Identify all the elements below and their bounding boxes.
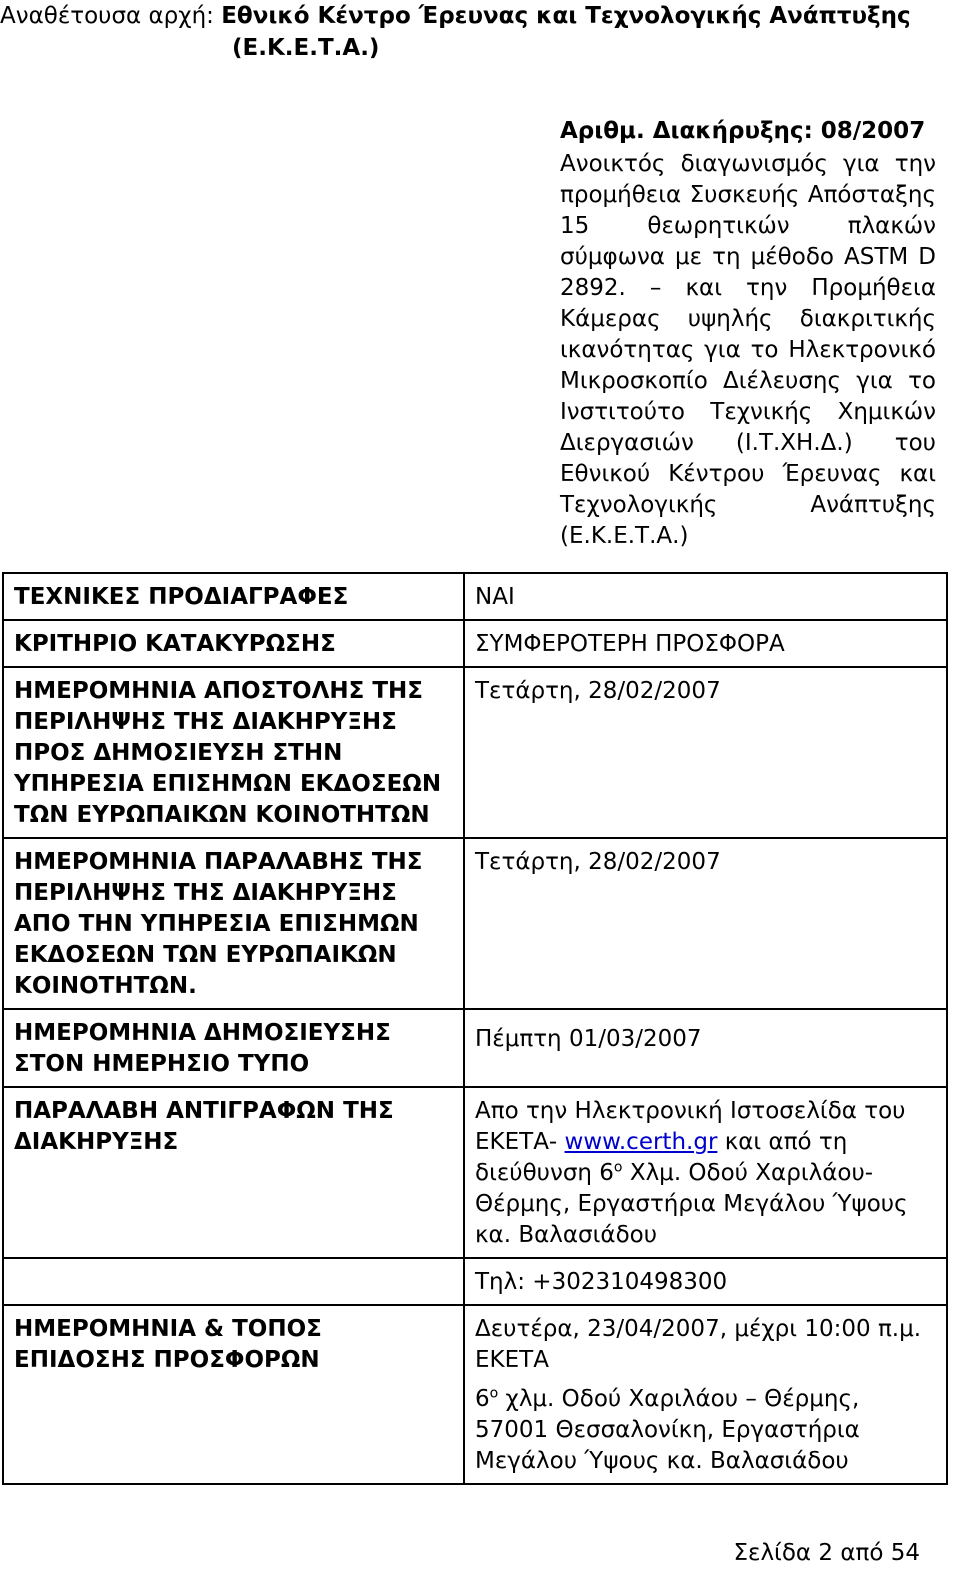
contracting-authority-abbr: (Ε.Κ.Ε.Τ.Α.): [232, 35, 380, 61]
table-row: [3, 1009, 947, 1087]
submission-org: ΕΚΕΤΑ: [475, 1347, 549, 1373]
press-date-value: Πέμπτη 01/03/2007: [464, 1009, 947, 1087]
table-row: [3, 1087, 947, 1258]
table-row: [3, 1305, 947, 1484]
page-number: Σελίδα 2 από 54: [733, 1540, 920, 1566]
tech-specs-value: ΝΑΙ: [464, 573, 947, 620]
tender-details-table: [2, 572, 948, 1485]
table-row: [3, 838, 947, 1009]
table-row: [3, 620, 947, 667]
submission-address: [475, 1384, 936, 1477]
copies-source: [475, 1096, 936, 1251]
award-criterion-value: ΣΥΜΦΕΡΟΤΕΡΗ ΠΡΟΣΦΟΡΑ: [464, 620, 947, 667]
contracting-authority-name: Εθνικό Κέντρο Έρευνας και Τεχνολογικής Ανάπτυξης: [221, 3, 911, 29]
table-row: [3, 573, 947, 620]
certh-website-link[interactable]: www.certh.gr: [564, 1129, 718, 1155]
ordinal-sup: ο: [489, 1385, 499, 1402]
phone-label-cell: [3, 1258, 464, 1305]
submission-value: [464, 1305, 947, 1484]
copies-label: ΠΑΡΑΛΑΒΗ ΑΝΤΙΓΡΑΦΩΝ ΤΗΣ ΔΙΑΚΗΡΥΞΗΣ: [3, 1087, 464, 1258]
submission-date: Δευτέρα, 23/04/2007, μέχρι 10:00 π.μ.: [475, 1316, 922, 1342]
copies-phone: Τηλ: +302310498300: [464, 1258, 947, 1305]
table-row: [3, 1258, 947, 1305]
table-row: [3, 667, 947, 838]
receipt-date-value: Τετάρτη, 28/02/2007: [464, 838, 947, 1009]
submission-addr-text: χλμ. Οδού Χαριλάου – Θέρμης, 57001 Θεσσαλονίκη, Εργαστήρια Μεγάλου Ύψους κα. Βαλασιάδου: [475, 1386, 860, 1474]
notice-description: Ανοικτός διαγωνισμός για την προμήθεια Συσκευής Απόσταξης 15 θεωρητικών πλακών σύμφωνα με τη μέθοδο ASTM D 2892. – και την Προμήθεια Κάμερας υψηλής διακριτικής ικανότητας για το Ηλεκτρονικό Μικροσκοπίο Διέλευσης για το Ινστιτούτο Τεχνικής Χημικών Διεργασιών (Ι.Τ.ΧΗ.Δ.) του Εθνικού Κέντρου Έρευνας και Τεχνολογικής Ανάπτυξης (Ε.Κ.Ε.Τ.Α.): [560, 151, 936, 549]
receipt-date-label: ΗΜΕΡΟΜΗΝΙΑ ΠΑΡΑΛΑΒΗΣ ΤΗΣ ΠΕΡΙΛΗΨΗΣ ΤΗΣ ΔΙΑΚΗΡΥΞΗΣ ΑΠΟ ΤΗΝ ΥΠΗΡΕΣΙΑ ΕΠΙΣΗΜΩΝ ΕΚΔΟΣΕΩΝ ΤΩΝ ΕΥΡΩΠΑΙΚΩΝ ΚΟΙΝΟΤΗΤΩΝ.: [3, 838, 464, 1009]
copies-value: [464, 1087, 947, 1258]
tech-specs-label: ΤΕΧΝΙΚΕΣ ΠΡΟΔΙΑΓΡΑΦΕΣ: [3, 573, 464, 620]
submission-addr-num: 6: [475, 1386, 490, 1412]
award-criterion-label: ΚΡΙΤΗΡΙΟ ΚΑΤΑΚΥΡΩΣΗΣ: [3, 620, 464, 667]
ordinal-sup: ο: [613, 1159, 623, 1176]
notice-block: [560, 116, 936, 552]
send-date-value: Τετάρτη, 28/02/2007: [464, 667, 947, 838]
notice-reference: Αριθμ. Διακήρυξης: 08/2007: [560, 118, 926, 144]
send-date-label: ΗΜΕΡΟΜΗΝΙΑ ΑΠΟΣΤΟΛΗΣ ΤΗΣ ΠΕΡΙΛΗΨΗΣ ΤΗΣ ΔΙΑΚΗΡΥΞΗΣ ΠΡΟΣ ΔΗΜΟΣΙΕΥΣΗ ΣΤΗΝ ΥΠΗΡΕΣΙΑ ΕΠΙΣΗΜΩΝ ΕΚΔΟΣΕΩΝ ΤΩΝ ΕΥΡΩΠΑΙΚΩΝ ΚΟΙΝΟΤΗΤΩΝ: [3, 667, 464, 838]
copies-mid: και από τη διεύθυνση 6: [475, 1129, 848, 1186]
submission-label: ΗΜΕΡΟΜΗΝΙΑ & ΤΟΠΟΣ ΕΠΙΔΟΣΗΣ ΠΡΟΣΦΟΡΩΝ: [3, 1305, 464, 1484]
header-line-1: [0, 0, 911, 32]
copies-prefix: Απο την Ηλεκτρονική Ιστοσελίδα του ΕΚΕΤΑ-: [475, 1098, 906, 1155]
press-date-label: ΗΜΕΡΟΜΗΝΙΑ ΔΗΜΟΣΙΕΥΣΗΣ ΣΤΟΝ ΗΜΕΡΗΣΙΟ ΤΥΠΟ: [3, 1009, 464, 1087]
contracting-authority-label: Αναθέτουσα αρχή:: [0, 3, 214, 29]
copies-suffix: Χλμ. Οδού Χαριλάου-Θέρμης, Εργαστήρια Μεγάλου Ύψους κα. Βαλασιάδου: [475, 1160, 908, 1248]
